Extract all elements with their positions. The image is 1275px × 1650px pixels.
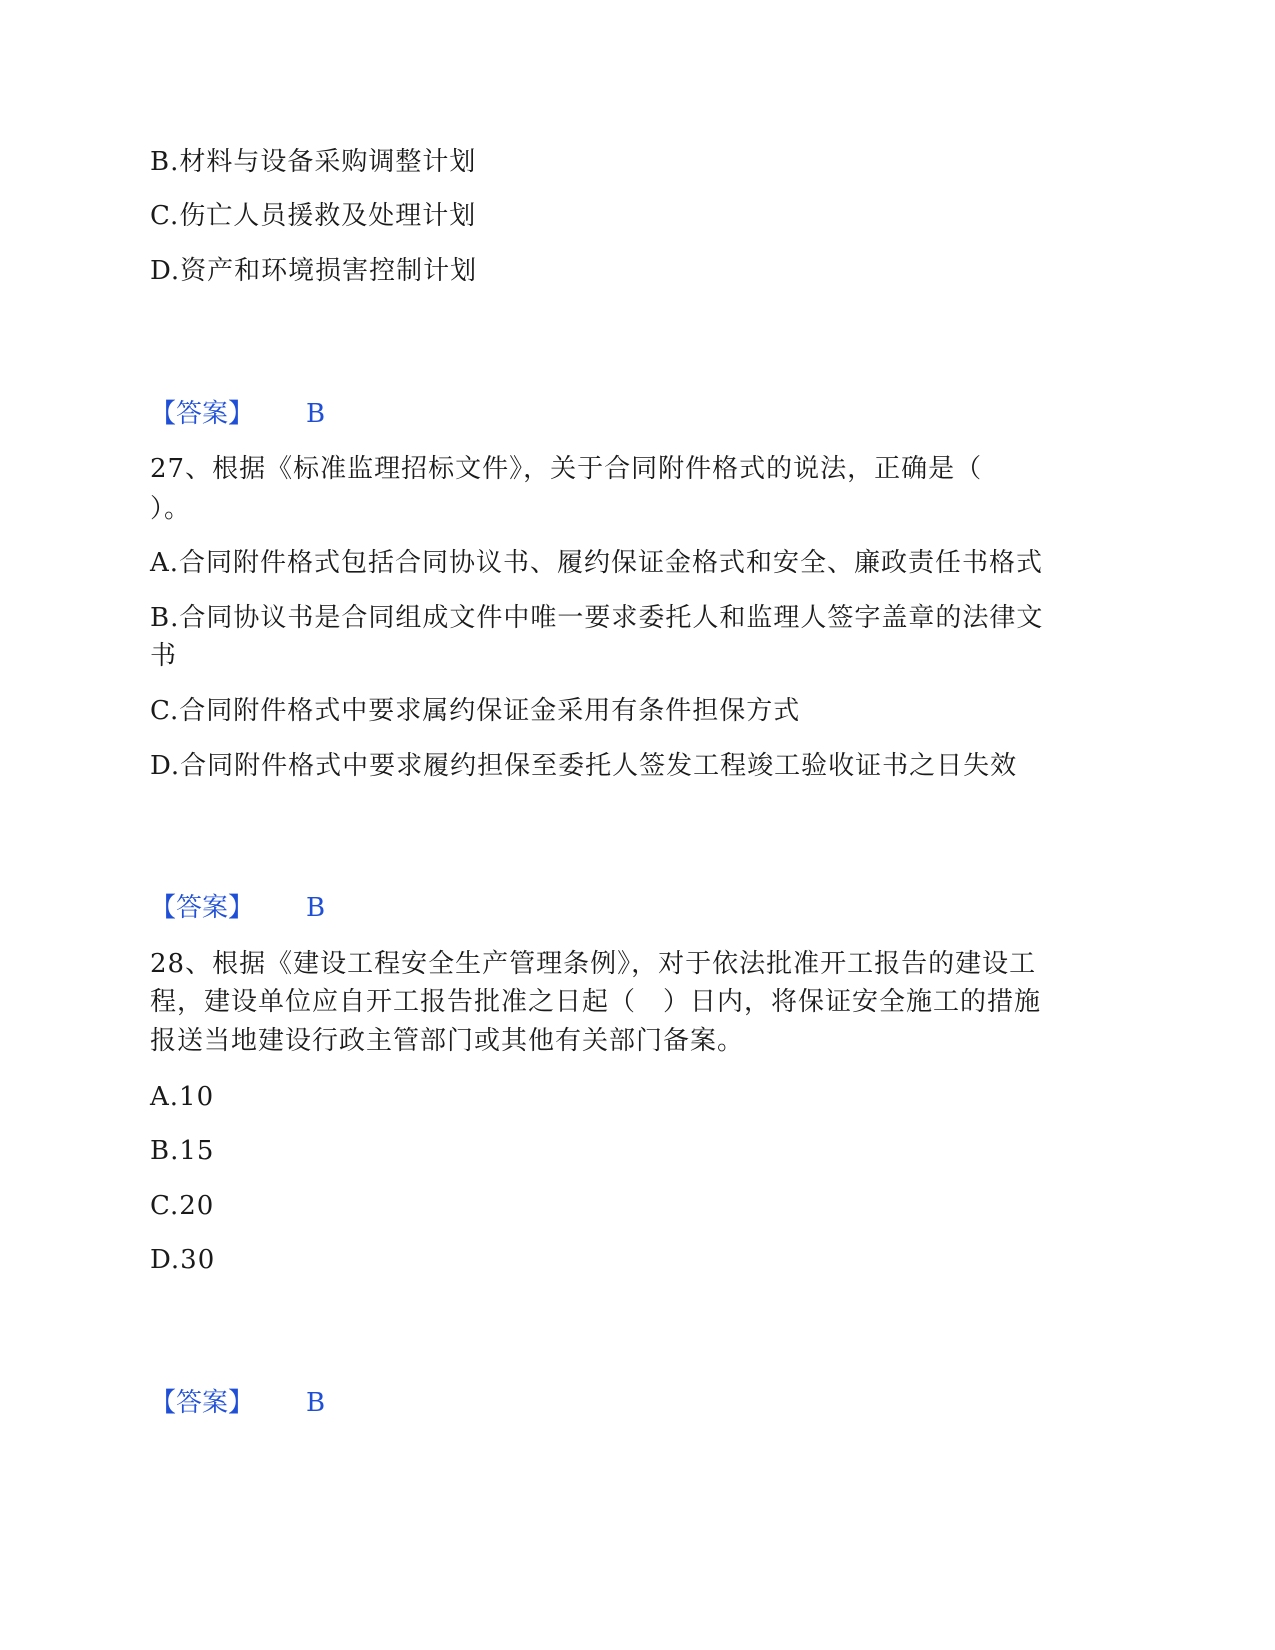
- q27-stem-line-2: ）。: [150, 494, 192, 524]
- q27-option-c: C.合同附件格式中要求属约保证金采用有条件担保方式: [150, 696, 801, 726]
- q27-option-b: B.合同协议书是合同组成文件中唯一要求委托人和监理人签字盖章的法律文: [150, 603, 1044, 633]
- answer-value: B: [306, 399, 326, 429]
- q28-stem-line-2: 程，建设单位应自开工报告批准之日起（ ）日内，将保证安全施工的措施: [150, 987, 1042, 1017]
- q27-option-b-cont: 书: [150, 641, 178, 671]
- answer-value: B: [306, 893, 326, 923]
- q28-option-a: A.10: [150, 1082, 215, 1112]
- answer-label: 【答案】: [150, 893, 255, 923]
- q28-option-c: C.20: [150, 1191, 215, 1221]
- q28-stem-line-1: 28、根据《建设工程安全生产管理条例》，对于依法批准开工报告的建设工: [150, 949, 1037, 979]
- q26-option-d: D.资产和环境损害控制计划: [150, 256, 478, 286]
- q28-option-d: D.30: [150, 1245, 216, 1275]
- q27-option-a: A.合同附件格式包括合同协议书、履约保证金格式和安全、廉政责任书格式: [150, 548, 1044, 578]
- q26-option-b: B.材料与设备采购调整计划: [150, 147, 477, 177]
- q27-answer: [150, 890, 325, 926]
- answer-label: 【答案】: [150, 1388, 255, 1418]
- q27-option-d: D.合同附件格式中要求履约担保至委托人签发工程竣工验收证书之日失效: [150, 751, 1018, 781]
- answer-label: 【答案】: [150, 399, 255, 429]
- q27-stem-line-1: 27、根据《标准监理招标文件》，关于合同附件格式的说法，正确是（: [150, 454, 983, 484]
- q28-answer: [150, 1385, 325, 1421]
- q28-stem-line-3: 报送当地建设行政主管部门或其他有关部门备案。: [150, 1026, 745, 1056]
- q26-option-c: C.伤亡人员援救及处理计划: [150, 201, 477, 231]
- q28-option-b: B.15: [150, 1136, 215, 1166]
- q26-answer: [150, 396, 325, 432]
- answer-value: B: [306, 1388, 326, 1418]
